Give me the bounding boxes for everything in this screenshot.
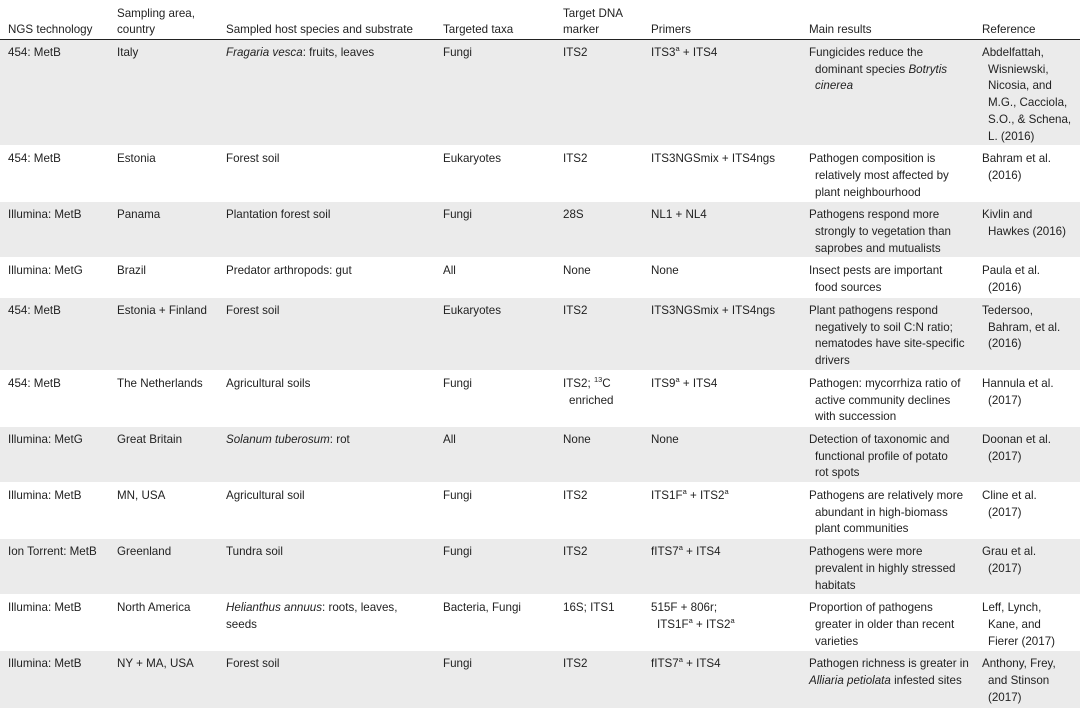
cell-tech: Illumina: MetB xyxy=(8,657,82,671)
header-primers: Primers xyxy=(643,0,801,40)
cell-result: Fungicides reduce the dominant species Botrytis cinerea xyxy=(809,46,948,93)
cell-host: Plantation forest soil xyxy=(226,208,331,222)
cell-area: Brazil xyxy=(117,264,146,278)
cell-result: Pathogens are relatively more abundant in high-biomass plant communities xyxy=(809,489,964,536)
cell-taxa: Fungi xyxy=(443,46,473,59)
cell-primers: NL1 + NL4 xyxy=(651,208,707,222)
cell-taxa: Fungi xyxy=(443,376,473,390)
table-row xyxy=(0,370,1080,426)
cell-tech: Illumina: MetB xyxy=(8,601,82,615)
cell-marker: None xyxy=(563,264,591,278)
cell-tech: Illumina: MetG xyxy=(8,264,83,278)
cell-primers: None xyxy=(651,264,679,278)
cell-reference: Paula et al. (2016) xyxy=(982,264,1041,295)
cell-area: Greenland xyxy=(117,545,172,559)
cell-reference: Grau et al. (2017) xyxy=(982,545,1037,575)
cell-tech: 454: MetB xyxy=(8,376,61,390)
cell-tech: Ion Torrent: MetB xyxy=(8,545,97,559)
cell-tech: 454: MetB xyxy=(8,303,61,317)
cell-marker: ITS2 xyxy=(563,657,588,671)
table-row xyxy=(0,595,1080,651)
cell-reference: Leff, Lynch, Kane, and Fierer (2017) xyxy=(982,601,1056,648)
table-row xyxy=(0,40,1080,146)
cell-reference: Kivlin and Hawkes (2016) xyxy=(982,208,1066,239)
cell-primers: 515F + 806r; $ITS1F^a + ITS2^a$ xyxy=(651,601,735,631)
cell-taxa: All xyxy=(443,264,456,278)
cell-taxa: Eukaryotes xyxy=(443,303,501,317)
cell-area: Panama xyxy=(117,208,161,222)
cell-primers: $ITS9^a + ITS4$ xyxy=(651,374,718,390)
cell-marker: 28S xyxy=(563,208,584,222)
cell-host: Helianthus annuus: roots, leaves, seeds xyxy=(226,601,398,631)
cell-result: Proportion of pathogens greater in older than recent varieties xyxy=(809,601,955,648)
table-row xyxy=(0,258,1080,297)
header-host-substrate: Sampled host species and substrate xyxy=(218,0,435,40)
cell-taxa: Bacteria, Fungi xyxy=(443,601,521,615)
header-targeted-taxa: Targeted taxa xyxy=(435,0,555,40)
cell-tech: Illumina: MetG xyxy=(8,432,83,446)
cell-marker: ITS2; $^{13}$C enriched xyxy=(563,374,614,407)
cell-host: Forest soil xyxy=(226,657,280,671)
cell-result: Pathogen composition is relatively most affected by plant neighbourhood xyxy=(809,152,949,199)
cell-marker: None xyxy=(563,432,591,446)
cell-reference: Cline et al. (2017) xyxy=(982,489,1037,519)
cell-result: Plant pathogens respond negatively to soil C:N ratio; nematodes have site-specific drivers xyxy=(809,303,965,367)
cell-area: Estonia xyxy=(117,152,156,166)
cell-tech: 454: MetB xyxy=(8,152,61,166)
cell-reference: Abdelfattah, Wisniewski, Nicosia, and M.G., Cacciola, S.O., & Schena, L. (2016) xyxy=(982,46,1072,143)
cell-taxa: Eukaryotes xyxy=(443,152,501,166)
cell-host: Agricultural soil xyxy=(226,489,305,503)
cell-result: Pathogens respond more strongly to vegetation than saprobes and mutualists xyxy=(809,208,951,255)
cell-marker: ITS2 xyxy=(563,152,588,166)
cell-reference: Anthony, Frey, and Stinson (2017) xyxy=(982,657,1056,704)
cell-host: Tundra soil xyxy=(226,545,283,559)
cell-host: Solanum tuberosum: rot xyxy=(226,432,350,446)
cell-marker: ITS2 xyxy=(563,489,588,503)
cell-taxa: Fungi xyxy=(443,545,473,559)
cell-marker: 16S; ITS1 xyxy=(563,601,615,615)
header-target-marker: Target DNA marker xyxy=(555,0,643,40)
cell-host: Forest soil xyxy=(226,303,280,317)
cell-result: Pathogen richness is greater in Alliaria petiolata infested sites xyxy=(809,657,969,688)
cell-taxa: Fungi xyxy=(443,489,473,503)
table-row xyxy=(0,146,1080,202)
cell-area: MN, USA xyxy=(117,489,166,503)
cell-area: North America xyxy=(117,601,191,615)
cell-primers: $fITS7^a + ITS4$ xyxy=(651,655,721,671)
table-row xyxy=(0,426,1080,482)
cell-primers: $fITS7^a + ITS4$ xyxy=(651,543,721,559)
cell-reference: Tedersoo, Bahram, et al. (2016) xyxy=(982,303,1061,351)
table-row xyxy=(0,297,1080,370)
header-main-results: Main results xyxy=(801,0,974,40)
cell-taxa: Fungi xyxy=(443,657,473,671)
cell-host: Forest soil xyxy=(226,152,280,166)
table-row xyxy=(0,483,1080,539)
cell-taxa: Fungi xyxy=(443,208,473,222)
header-ngs-technology: NGS technology xyxy=(0,0,109,40)
cell-marker: ITS2 xyxy=(563,545,588,559)
cell-primers: $ITS1F^a + ITS2^a$ xyxy=(651,487,729,503)
cell-primers: ITS3NGSmix + ITS4ngs xyxy=(651,152,776,166)
table-row xyxy=(0,202,1080,258)
cell-result: Detection of taxonomic and functional profile of potato rot spots xyxy=(809,432,950,480)
cell-primers: $ITS3^a + ITS4$ xyxy=(651,44,718,59)
cell-host: Predator arthropods: gut xyxy=(226,264,352,278)
header-reference: Reference xyxy=(974,0,1080,40)
cell-result: Insect pests are important food sources xyxy=(809,264,943,295)
header-sampling-area: Sampling area, country xyxy=(109,0,218,40)
cell-host: Agricultural soils xyxy=(226,376,311,390)
cell-area: Great Britain xyxy=(117,432,183,446)
cell-marker: ITS2 xyxy=(563,46,588,59)
header-row xyxy=(0,0,1080,40)
cell-tech: Illumina: MetB xyxy=(8,208,82,222)
cell-reference: Bahram et al. (2016) xyxy=(982,152,1051,182)
cell-primers: None xyxy=(651,432,679,446)
cell-area: NY + MA, USA xyxy=(117,657,194,671)
cell-area: The Netherlands xyxy=(117,376,203,390)
cell-tech: Illumina: MetB xyxy=(8,489,82,503)
cell-area: Italy xyxy=(117,46,139,59)
table-row xyxy=(0,539,1080,595)
cell-primers: ITS3NGSmix + ITS4ngs xyxy=(651,303,776,317)
cell-reference: Doonan et al. (2017) xyxy=(982,432,1051,463)
cell-host: Fragaria vesca: fruits, leaves xyxy=(226,46,375,59)
table-row xyxy=(0,651,1080,709)
cell-taxa: All xyxy=(443,432,456,446)
cell-result: Pathogens were more prevalent in highly stressed habitats xyxy=(809,545,956,592)
cell-reference: Hannula et al. (2017) xyxy=(982,376,1054,407)
cell-tech: 454: MetB xyxy=(8,46,61,59)
cell-area: Estonia + Finland xyxy=(117,303,207,317)
cell-result: Pathogen: mycorrhiza ratio of active community declines with succession xyxy=(809,376,961,424)
cell-marker: ITS2 xyxy=(563,303,588,317)
